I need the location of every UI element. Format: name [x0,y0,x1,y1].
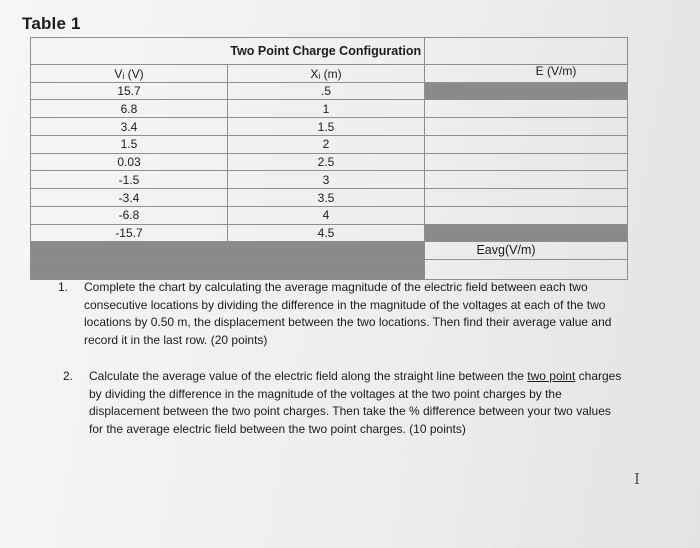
cell-e [425,153,628,171]
cell-v: 15.7 [31,82,228,100]
table-title-row [31,38,628,65]
cell-e [425,135,628,153]
cell-v: -3.4 [31,189,228,207]
table-row [31,153,628,171]
cell-e [425,189,628,207]
page-title: Table 1 [22,14,81,33]
column-header-x: Xᵢ (m) [228,65,425,82]
cell-x: 2.5 [228,153,425,171]
cell-v: 1.5 [31,135,228,153]
table-config-title: Two Point Charge Configuration [228,38,425,65]
table-row [31,189,628,207]
cell-v: 3.4 [31,118,228,136]
cell-e [425,118,628,136]
cell-x: 3 [228,171,425,189]
question-text-part: Calculate the average value of the electric field along the straight line between the [89,369,528,383]
cell-x: 1.5 [228,118,425,136]
cell-x: 4.5 [228,224,425,242]
eavg-symbol: Eavg [476,243,505,258]
eavg-unit: (V/m) [504,243,536,258]
table-row [31,171,628,189]
question-1 [58,279,628,349]
eavg-label-row [31,242,628,259]
cell-v: 6.8 [31,100,228,118]
table-title-right-cell [425,38,628,65]
cell-x: 2 [228,135,425,153]
table-row [31,118,628,136]
cell-v: 0.03 [31,153,228,171]
question-list [58,279,628,438]
cell-v: -1.5 [31,171,228,189]
cell-v: -6.8 [31,206,228,224]
table-row [31,206,628,224]
table-title-left-cell [31,38,228,65]
question-2 [58,368,628,438]
cell-x: .5 [228,82,425,100]
question-text [89,368,628,438]
text-cursor-icon: I [634,470,640,488]
cell-x: 4 [228,206,425,224]
question-text-part: charges by dividing the difference in the magnitude of the voltages at the two point charges by the displacement between the two point charges. Then take the % difference between your two values for the average electric field between the two point charges. (10 points) [89,369,622,436]
column-header-e: E (V/m) [425,65,628,82]
cell-e [425,206,628,224]
eavg-value-shade-mid [228,259,425,279]
column-header-v: Vᵢ (V) [31,65,228,82]
question-number: 2. [63,369,74,383]
table-header-row [31,65,628,82]
cell-e [425,171,628,189]
cell-e-shaded [425,82,628,100]
eavg-label [425,242,628,259]
eavg-value-shade-left [31,259,228,279]
table-row [31,82,628,100]
eavg-value-row [31,259,628,279]
data-table [30,37,628,280]
question-number: 1. [58,280,69,294]
eavg-label-shade-left [31,242,228,259]
table-row [31,224,628,242]
table-row [31,135,628,153]
eavg-value-cell [425,259,628,279]
question-text-underlined: two point [527,369,576,383]
question-text: Complete the chart by calculating the average magnitude of the electric field between each two consecutive locations by dividing the difference in the magnitude of the voltages at each of the two locations by 0.50 m, the displacement between the two locations. Then find their average value and record it in the last row. (20 points) [84,280,612,347]
eavg-label-shade-mid [228,242,425,259]
cell-e-shaded [425,224,628,242]
cell-e [425,100,628,118]
table-row [31,100,628,118]
cell-x: 3.5 [228,189,425,207]
cell-x: 1 [228,100,425,118]
cell-v: -15.7 [31,224,228,242]
